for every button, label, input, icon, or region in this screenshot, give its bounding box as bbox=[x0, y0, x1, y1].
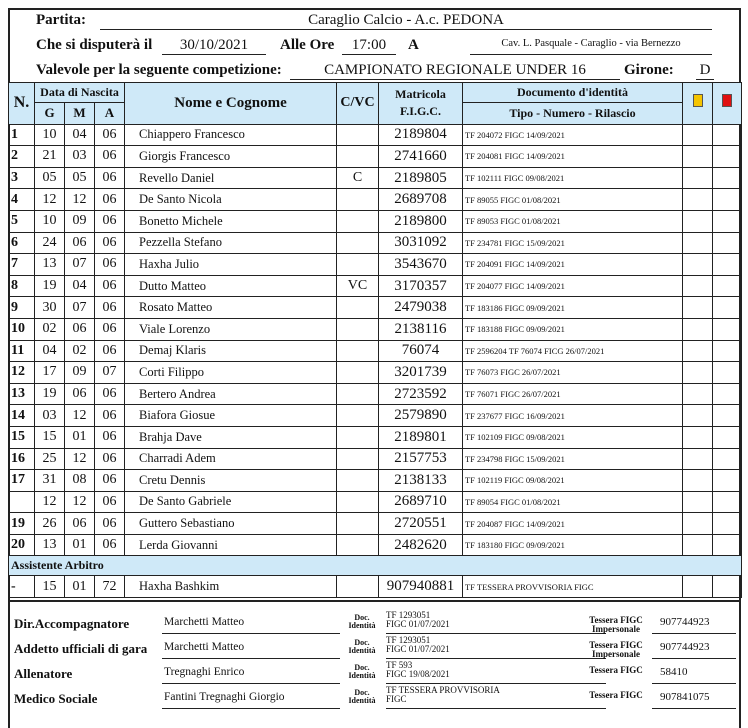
player-number[interactable]: 13 bbox=[9, 383, 35, 405]
birth-month[interactable]: 01 bbox=[65, 576, 95, 598]
birth-day[interactable]: 13 bbox=[35, 534, 65, 556]
birth-month[interactable]: 12 bbox=[65, 189, 95, 211]
birth-day[interactable]: 26 bbox=[35, 513, 65, 535]
identity-document[interactable]: TF 89054 FIGC 01/08/2021 bbox=[463, 491, 683, 513]
birth-year[interactable]: 06 bbox=[95, 448, 125, 470]
identity-document[interactable]: TF 183180 FIGC 09/09/2021 bbox=[463, 534, 683, 556]
birth-year[interactable]: 06 bbox=[95, 340, 125, 362]
identity-document[interactable]: TF 89053 FIGC 01/08/2021 bbox=[463, 210, 683, 232]
player-name[interactable]: Charradi Adem bbox=[125, 448, 337, 470]
birth-year[interactable]: 06 bbox=[95, 318, 125, 340]
player-row bbox=[9, 318, 742, 340]
col-yellow bbox=[683, 83, 713, 125]
birth-month[interactable]: 04 bbox=[65, 275, 95, 297]
yellow-card-cell[interactable] bbox=[683, 362, 713, 384]
col-dob: Data di Nascita bbox=[35, 83, 125, 103]
staff-row bbox=[8, 633, 741, 659]
doc-label: Doc. Identità bbox=[348, 638, 376, 655]
staff-document[interactable]: TF 593 FIGC 19/08/2021 bbox=[386, 658, 606, 684]
birth-month[interactable]: 02 bbox=[65, 340, 95, 362]
captain-role[interactable] bbox=[337, 405, 379, 427]
staff-tessera[interactable]: 58410 bbox=[652, 666, 736, 684]
red-card-cell[interactable] bbox=[713, 146, 742, 168]
birth-year[interactable]: 07 bbox=[95, 362, 125, 384]
tessera-label: Tessera FIGC Impersonale bbox=[589, 640, 643, 659]
identity-document[interactable]: TF 237677 FIGC 16/09/2021 bbox=[463, 405, 683, 427]
date-label: Che si disputerà il bbox=[36, 37, 153, 53]
player-name[interactable]: Revello Daniel bbox=[125, 167, 337, 189]
col-matricola: Matricola F.I.G.C. bbox=[379, 83, 463, 125]
player-number[interactable]: 12 bbox=[9, 362, 35, 384]
red-card-icon bbox=[722, 94, 732, 107]
staff-tessera[interactable]: 907744923 bbox=[652, 641, 736, 659]
red-card-cell[interactable] bbox=[713, 189, 742, 211]
yellow-card-cell[interactable] bbox=[683, 232, 713, 254]
player-name[interactable]: Corti Filippo bbox=[125, 362, 337, 384]
yellow-card-cell[interactable] bbox=[683, 167, 713, 189]
staff-role: Dir.Accompagnatore bbox=[14, 616, 130, 631]
yellow-card-cell[interactable] bbox=[683, 513, 713, 535]
player-row bbox=[9, 426, 742, 448]
matricola[interactable]: 2723592 bbox=[379, 383, 463, 405]
identity-document[interactable]: TF 204081 FIGC 14/09/2021 bbox=[463, 146, 683, 168]
yellow-card-cell[interactable] bbox=[683, 534, 713, 556]
birth-month[interactable]: 07 bbox=[65, 297, 95, 319]
staff-document[interactable]: TF 1293051 FIGC 01/07/2021 bbox=[386, 608, 606, 634]
col-m: M bbox=[65, 103, 95, 125]
red-card-cell[interactable] bbox=[713, 383, 742, 405]
staff-role: Medico Sociale bbox=[14, 691, 98, 706]
player-name[interactable]: Haxha Bashkim bbox=[125, 576, 337, 598]
matricola[interactable]: 3170357 bbox=[379, 275, 463, 297]
player-name[interactable]: Haxha Julio bbox=[125, 254, 337, 276]
birth-year[interactable]: 06 bbox=[95, 491, 125, 513]
matricola[interactable]: 2741660 bbox=[379, 146, 463, 168]
birth-year[interactable]: 06 bbox=[95, 124, 125, 146]
identity-document[interactable]: TF 204091 FIGC 14/09/2021 bbox=[463, 254, 683, 276]
staff-row bbox=[8, 683, 741, 709]
player-name[interactable]: Biafora Giosue bbox=[125, 405, 337, 427]
yellow-card-cell[interactable] bbox=[683, 470, 713, 492]
player-number[interactable]: 3 bbox=[9, 167, 35, 189]
col-cvc: C/VC bbox=[337, 83, 379, 125]
doc-label: Doc. Identità bbox=[348, 663, 376, 680]
birth-year[interactable]: 06 bbox=[95, 470, 125, 492]
matricola[interactable]: 2138116 bbox=[379, 318, 463, 340]
captain-role[interactable] bbox=[337, 491, 379, 513]
player-row bbox=[9, 275, 742, 297]
player-name[interactable]: Brahja Dave bbox=[125, 426, 337, 448]
birth-day[interactable]: 12 bbox=[35, 189, 65, 211]
player-name[interactable]: Lerda Giovanni bbox=[125, 534, 337, 556]
matricola[interactable]: 2189801 bbox=[379, 426, 463, 448]
tessera-label: Tessera FIGC bbox=[589, 665, 643, 675]
red-card-cell[interactable] bbox=[713, 318, 742, 340]
captain-role[interactable] bbox=[337, 232, 379, 254]
yellow-card-cell[interactable] bbox=[683, 491, 713, 513]
captain-role[interactable] bbox=[337, 254, 379, 276]
red-card-cell[interactable] bbox=[713, 275, 742, 297]
captain-role[interactable] bbox=[337, 576, 379, 598]
red-card-cell[interactable] bbox=[713, 426, 742, 448]
yellow-card-cell[interactable] bbox=[683, 383, 713, 405]
staff-row bbox=[8, 608, 741, 634]
matricola[interactable]: 907940881 bbox=[379, 576, 463, 598]
col-name: Nome e Cognome bbox=[125, 83, 337, 125]
player-number[interactable]: 1 bbox=[9, 124, 35, 146]
identity-document[interactable]: TF 102109 FIGC 09/08/2021 bbox=[463, 426, 683, 448]
birth-day[interactable]: 19 bbox=[35, 275, 65, 297]
col-g: G bbox=[35, 103, 65, 125]
partita-label: Partita: bbox=[36, 12, 86, 28]
yellow-card-cell[interactable] bbox=[683, 275, 713, 297]
birth-year[interactable]: 06 bbox=[95, 232, 125, 254]
identity-document[interactable]: TF 204077 FIGC 14/09/2021 bbox=[463, 275, 683, 297]
red-card-cell[interactable] bbox=[713, 210, 742, 232]
player-row bbox=[9, 491, 742, 513]
captain-role[interactable] bbox=[337, 513, 379, 535]
identity-document[interactable]: TF 102111 FIGC 09/08/2021 bbox=[463, 167, 683, 189]
matricola[interactable]: 3543670 bbox=[379, 254, 463, 276]
girone-label: Girone: bbox=[624, 62, 674, 78]
time-field[interactable]: 17:00 bbox=[342, 37, 396, 55]
assistant-section-title: Assistente Arbitro bbox=[9, 556, 742, 576]
birth-year[interactable]: 06 bbox=[95, 297, 125, 319]
staff-name[interactable]: Fantini Tregnaghi Giorgio bbox=[162, 691, 340, 709]
birth-day[interactable]: 24 bbox=[35, 232, 65, 254]
player-name[interactable]: Guttero Sebastiano bbox=[125, 513, 337, 535]
captain-role[interactable] bbox=[337, 297, 379, 319]
yellow-card-cell[interactable] bbox=[683, 189, 713, 211]
player-number[interactable]: - bbox=[9, 576, 35, 598]
red-card-cell[interactable] bbox=[713, 534, 742, 556]
birth-month[interactable]: 09 bbox=[65, 362, 95, 384]
identity-document[interactable]: TF 204072 FIGC 14/09/2021 bbox=[463, 124, 683, 146]
identity-document[interactable]: TF 76071 FIGC 26/07/2021 bbox=[463, 383, 683, 405]
birth-day[interactable]: 10 bbox=[35, 124, 65, 146]
birth-day[interactable]: 13 bbox=[35, 254, 65, 276]
player-number[interactable]: 7 bbox=[9, 254, 35, 276]
tessera-label: Tessera FIGC bbox=[589, 690, 643, 700]
yellow-card-cell[interactable] bbox=[683, 124, 713, 146]
birth-day[interactable]: 30 bbox=[35, 297, 65, 319]
red-card-cell[interactable] bbox=[713, 254, 742, 276]
birth-year[interactable]: 06 bbox=[95, 210, 125, 232]
matricola[interactable]: 2189800 bbox=[379, 210, 463, 232]
col-n: N. bbox=[9, 83, 35, 125]
identity-document[interactable]: TF 183186 FIGC 09/09/2021 bbox=[463, 297, 683, 319]
staff-row bbox=[8, 658, 741, 684]
matricola[interactable]: 2189805 bbox=[379, 167, 463, 189]
player-number[interactable]: 19 bbox=[9, 513, 35, 535]
competition-field[interactable]: CAMPIONATO REGIONALE UNDER 16 bbox=[290, 62, 620, 80]
birth-day[interactable]: 04 bbox=[35, 340, 65, 362]
player-number[interactable]: 14 bbox=[9, 405, 35, 427]
birth-year[interactable]: 72 bbox=[95, 576, 125, 598]
red-card-cell[interactable] bbox=[713, 448, 742, 470]
birth-month[interactable]: 12 bbox=[65, 405, 95, 427]
place-label: A bbox=[408, 37, 419, 53]
player-row bbox=[9, 189, 742, 211]
yellow-card-cell[interactable] bbox=[683, 210, 713, 232]
player-row bbox=[9, 210, 742, 232]
player-number[interactable]: 11 bbox=[9, 340, 35, 362]
matricola[interactable]: 3201739 bbox=[379, 362, 463, 384]
player-row bbox=[9, 576, 742, 598]
identity-document[interactable]: TF TESSERA PROVVISORIA FIGC bbox=[463, 576, 683, 598]
captain-role[interactable] bbox=[337, 189, 379, 211]
staff-section bbox=[8, 600, 741, 716]
identity-document[interactable]: TF 234798 FIGC 15/09/2021 bbox=[463, 448, 683, 470]
player-number[interactable] bbox=[9, 491, 35, 513]
birth-month[interactable]: 07 bbox=[65, 254, 95, 276]
player-number[interactable]: 5 bbox=[9, 210, 35, 232]
matricola[interactable]: 2189804 bbox=[379, 124, 463, 146]
birth-day[interactable]: 02 bbox=[35, 318, 65, 340]
time-label: Alle Ore bbox=[280, 37, 335, 53]
col-a: A bbox=[95, 103, 125, 125]
birth-day[interactable]: 15 bbox=[35, 426, 65, 448]
red-card-cell[interactable] bbox=[713, 405, 742, 427]
player-row bbox=[9, 254, 742, 276]
captain-role[interactable] bbox=[337, 318, 379, 340]
player-number[interactable]: 4 bbox=[9, 189, 35, 211]
player-number[interactable]: 10 bbox=[9, 318, 35, 340]
staff-name[interactable]: Marchetti Matteo bbox=[162, 641, 340, 659]
staff-tessera[interactable]: 907744923 bbox=[652, 616, 736, 634]
birth-day[interactable]: 12 bbox=[35, 491, 65, 513]
birth-month[interactable]: 09 bbox=[65, 210, 95, 232]
birth-month[interactable]: 06 bbox=[65, 383, 95, 405]
player-row bbox=[9, 513, 742, 535]
captain-role[interactable] bbox=[337, 340, 379, 362]
birth-year[interactable]: 06 bbox=[95, 383, 125, 405]
captain-role[interactable] bbox=[337, 470, 379, 492]
birth-year[interactable]: 06 bbox=[95, 167, 125, 189]
birth-day[interactable]: 31 bbox=[35, 470, 65, 492]
partita-field[interactable]: Caraglio Calcio - A.c. PEDONA bbox=[100, 12, 712, 30]
identity-document[interactable]: TF 234781 FIGC 15/09/2021 bbox=[463, 232, 683, 254]
col-doc: Documento d'identità bbox=[463, 83, 683, 103]
matricola[interactable]: 2138133 bbox=[379, 470, 463, 492]
player-name[interactable]: Rosato Matteo bbox=[125, 297, 337, 319]
matricola[interactable]: 2482620 bbox=[379, 534, 463, 556]
yellow-card-cell[interactable] bbox=[683, 448, 713, 470]
matricola[interactable]: 2579890 bbox=[379, 405, 463, 427]
matricola[interactable]: 2479038 bbox=[379, 297, 463, 319]
player-name[interactable]: Giorgis Francesco bbox=[125, 146, 337, 168]
matricola[interactable]: 2689710 bbox=[379, 491, 463, 513]
player-row bbox=[9, 167, 742, 189]
staff-document[interactable]: TF 1293051 FIGC 01/07/2021 bbox=[386, 633, 606, 659]
yellow-card-cell[interactable] bbox=[683, 318, 713, 340]
red-card-cell[interactable] bbox=[713, 167, 742, 189]
red-card-cell[interactable] bbox=[713, 470, 742, 492]
player-number[interactable]: 20 bbox=[9, 534, 35, 556]
matricola[interactable]: 2689708 bbox=[379, 189, 463, 211]
staff-document[interactable]: TF TESSERA PROVVISORIA FIGC bbox=[386, 683, 606, 709]
captain-role[interactable] bbox=[337, 448, 379, 470]
birth-year[interactable]: 06 bbox=[95, 254, 125, 276]
matricola[interactable]: 2720551 bbox=[379, 513, 463, 535]
captain-role[interactable] bbox=[337, 362, 379, 384]
player-name[interactable]: Chiappero Francesco bbox=[125, 124, 337, 146]
player-row bbox=[9, 405, 742, 427]
birth-month[interactable]: 05 bbox=[65, 167, 95, 189]
player-row bbox=[9, 362, 742, 384]
tessera-label: Tessera FIGC Impersonale bbox=[589, 615, 643, 634]
player-number[interactable]: 16 bbox=[9, 448, 35, 470]
player-name[interactable]: De Santo Gabriele bbox=[125, 491, 337, 513]
birth-year[interactable]: 06 bbox=[95, 405, 125, 427]
yellow-card-cell[interactable] bbox=[683, 340, 713, 362]
captain-role[interactable] bbox=[337, 124, 379, 146]
player-number[interactable]: 15 bbox=[9, 426, 35, 448]
matricola[interactable]: 76074 bbox=[379, 340, 463, 362]
captain-role[interactable] bbox=[337, 383, 379, 405]
yellow-card-cell[interactable] bbox=[683, 146, 713, 168]
col-red bbox=[713, 83, 742, 125]
red-card-cell[interactable] bbox=[713, 232, 742, 254]
captain-role[interactable] bbox=[337, 534, 379, 556]
identity-document[interactable]: TF 2596204 TF 76074 FICG 26/07/2021 bbox=[463, 340, 683, 362]
player-name[interactable]: Demaj Klaris bbox=[125, 340, 337, 362]
player-row bbox=[9, 297, 742, 319]
birth-month[interactable]: 12 bbox=[65, 448, 95, 470]
birth-month[interactable]: 01 bbox=[65, 534, 95, 556]
player-row bbox=[9, 470, 742, 492]
matricola[interactable]: 2157753 bbox=[379, 448, 463, 470]
doc-label: Doc. Identità bbox=[348, 688, 376, 705]
birth-day[interactable]: 17 bbox=[35, 362, 65, 384]
player-row bbox=[9, 383, 742, 405]
player-number[interactable]: 8 bbox=[9, 275, 35, 297]
identity-document[interactable]: TF 102119 FIGC 09/08/2021 bbox=[463, 470, 683, 492]
player-row bbox=[9, 340, 742, 362]
birth-year[interactable]: 06 bbox=[95, 513, 125, 535]
yellow-card-icon bbox=[693, 94, 703, 107]
matricola[interactable]: 3031092 bbox=[379, 232, 463, 254]
captain-role[interactable] bbox=[337, 426, 379, 448]
red-card-cell[interactable] bbox=[713, 513, 742, 535]
captain-role[interactable]: VC bbox=[337, 275, 379, 297]
red-card-cell[interactable] bbox=[713, 576, 742, 598]
player-name[interactable]: Viale Lorenzo bbox=[125, 318, 337, 340]
player-name[interactable]: Pezzella Stefano bbox=[125, 232, 337, 254]
identity-document[interactable]: TF 76073 FIGC 26/07/2021 bbox=[463, 362, 683, 384]
captain-role[interactable] bbox=[337, 146, 379, 168]
player-name[interactable]: Bertero Andrea bbox=[125, 383, 337, 405]
birth-day[interactable]: 15 bbox=[35, 576, 65, 598]
birth-month[interactable]: 06 bbox=[65, 232, 95, 254]
birth-month[interactable]: 12 bbox=[65, 491, 95, 513]
birth-year[interactable]: 06 bbox=[95, 426, 125, 448]
birth-month[interactable]: 08 bbox=[65, 470, 95, 492]
birth-month[interactable]: 01 bbox=[65, 426, 95, 448]
player-row bbox=[9, 146, 742, 168]
place-field[interactable]: Cav. L. Pasquale - Caraglio - via Bernezzo bbox=[470, 35, 712, 55]
staff-name[interactable]: Tregnaghi Enrico bbox=[162, 666, 340, 684]
birth-year[interactable]: 06 bbox=[95, 275, 125, 297]
red-card-cell[interactable] bbox=[713, 491, 742, 513]
birth-month[interactable]: 06 bbox=[65, 318, 95, 340]
staff-name[interactable]: Marchetti Matteo bbox=[162, 616, 340, 634]
birth-month[interactable]: 04 bbox=[65, 124, 95, 146]
staff-tessera[interactable]: 907841075 bbox=[652, 691, 736, 709]
players-table bbox=[8, 82, 742, 598]
red-card-cell[interactable] bbox=[713, 297, 742, 319]
player-row bbox=[9, 124, 742, 146]
red-card-cell[interactable] bbox=[713, 362, 742, 384]
yellow-card-cell[interactable] bbox=[683, 576, 713, 598]
player-row bbox=[9, 534, 742, 556]
birth-month[interactable]: 06 bbox=[65, 513, 95, 535]
player-number[interactable]: 2 bbox=[9, 146, 35, 168]
birth-day[interactable]: 25 bbox=[35, 448, 65, 470]
staff-role: Allenatore bbox=[14, 666, 73, 681]
captain-role[interactable]: C bbox=[337, 167, 379, 189]
player-name[interactable]: Cretu Dennis bbox=[125, 470, 337, 492]
birth-day[interactable]: 10 bbox=[35, 210, 65, 232]
date-field[interactable]: 30/10/2021 bbox=[162, 37, 266, 55]
red-card-cell[interactable] bbox=[713, 340, 742, 362]
birth-month[interactable]: 03 bbox=[65, 146, 95, 168]
identity-document[interactable]: TF 183188 FIGC 09/09/2021 bbox=[463, 318, 683, 340]
captain-role[interactable] bbox=[337, 210, 379, 232]
doc-label: Doc. Identità bbox=[348, 613, 376, 630]
birth-day[interactable]: 05 bbox=[35, 167, 65, 189]
col-doc-sub: Tipo - Numero - Rilascio bbox=[463, 103, 683, 125]
birth-day[interactable]: 21 bbox=[35, 146, 65, 168]
birth-year[interactable]: 06 bbox=[95, 534, 125, 556]
yellow-card-cell[interactable] bbox=[683, 254, 713, 276]
player-number[interactable]: 6 bbox=[9, 232, 35, 254]
birth-day[interactable]: 03 bbox=[35, 405, 65, 427]
red-card-cell[interactable] bbox=[713, 124, 742, 146]
staff-role: Addetto ufficiali di gara bbox=[14, 641, 148, 656]
yellow-card-cell[interactable] bbox=[683, 426, 713, 448]
birth-day[interactable]: 19 bbox=[35, 383, 65, 405]
player-name[interactable]: Dutto Matteo bbox=[125, 275, 337, 297]
player-row bbox=[9, 232, 742, 254]
birth-year[interactable]: 06 bbox=[95, 146, 125, 168]
yellow-card-cell[interactable] bbox=[683, 297, 713, 319]
player-row bbox=[9, 448, 742, 470]
girone-field[interactable]: D bbox=[696, 62, 714, 80]
yellow-card-cell[interactable] bbox=[683, 405, 713, 427]
player-name[interactable]: De Santo Nicola bbox=[125, 189, 337, 211]
assistant-section-row bbox=[9, 556, 742, 576]
competition-label: Valevole per la seguente competizione: bbox=[36, 62, 282, 78]
player-number[interactable]: 9 bbox=[9, 297, 35, 319]
player-name[interactable]: Bonetto Michele bbox=[125, 210, 337, 232]
identity-document[interactable]: TF 89055 FIGC 01/08/2021 bbox=[463, 189, 683, 211]
birth-year[interactable]: 06 bbox=[95, 189, 125, 211]
identity-document[interactable]: TF 204087 FIGC 14/09/2021 bbox=[463, 513, 683, 535]
player-number[interactable]: 17 bbox=[9, 470, 35, 492]
